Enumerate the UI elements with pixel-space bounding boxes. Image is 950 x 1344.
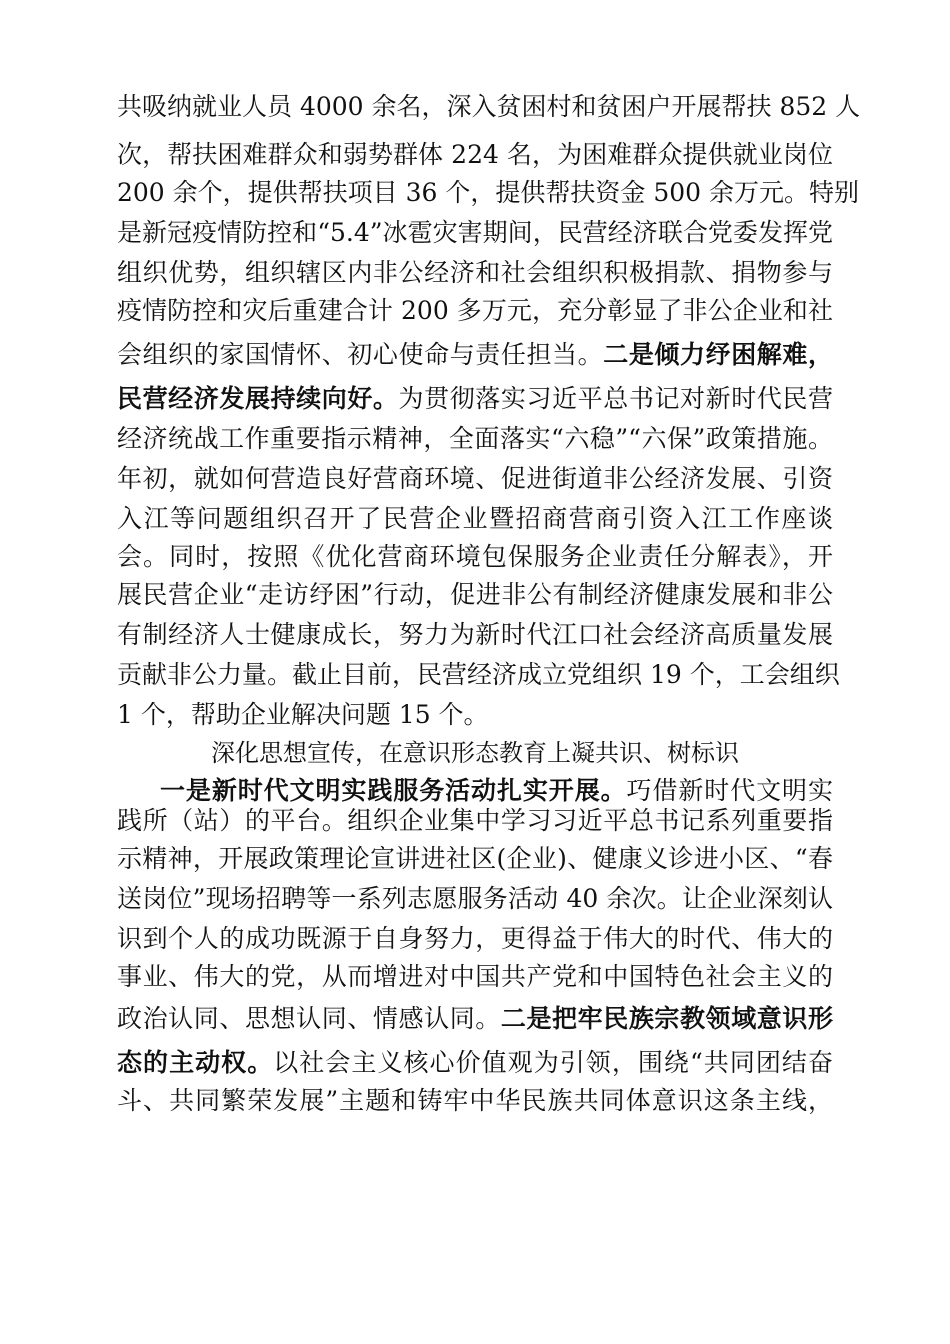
paragraph-2-line-6: 事业、伟大的党，从而增进对中国共产党和中国特色社会主义的 bbox=[117, 962, 833, 991]
paragraph-2-line-7-text: 政治认同、思想认同、情感认同。 bbox=[117, 1004, 501, 1033]
section-heading: 深化思想宣传，在意识形态教育上凝共识、树标识 bbox=[211, 739, 739, 767]
paragraph-1-line-2: 次，帮扶困难群众和弱势群体 224 名，为困难群众提供就业岗位 bbox=[117, 140, 833, 169]
paragraph-1-line-7-text: 会组织的家国情怀、初心使命与责任担当。 bbox=[117, 340, 604, 369]
paragraph-1-line-1: 共吸纳就业人员 4000 余名，深入贫困村和贫困户开展帮扶 852 人 bbox=[117, 92, 861, 121]
paragraph-2-line-8 bbox=[117, 1048, 833, 1078]
point-two-b-heading-end: 态的主动权。 bbox=[117, 1048, 274, 1077]
paragraph-2-line-7 bbox=[117, 1004, 833, 1034]
paragraph-1-line-8-text: 为贯彻落实习近平总书记对新时代民营 bbox=[398, 384, 833, 413]
paragraph-2-line-3: 示精神，开展政策理论宣讲进社区(企业)、健康义诊进小区、“春 bbox=[117, 844, 833, 873]
point-two-heading-start: 二是倾力纾困解难， bbox=[603, 340, 833, 369]
paragraph-2-line-4: 送岗位”现场招聘等一系列志愿服务活动 40 余次。让企业深刻认 bbox=[117, 884, 833, 913]
paragraph-1-line-7 bbox=[117, 340, 833, 370]
paragraph-2-line-9: 斗、共同繁荣发展”主题和铸牢中华民族共同体意识这条主线， bbox=[117, 1086, 833, 1115]
point-two-b-heading-start: 二是把牢民族宗教领域意识形 bbox=[500, 1004, 833, 1033]
point-two-heading-end: 民营经济发展持续向好。 bbox=[117, 384, 399, 413]
paragraph-1-line-11: 入江等问题组织召开了民营企业暨招商营商引资入江工作座谈 bbox=[117, 504, 833, 533]
paragraph-1-line-6: 疫情防控和灾后重建合计 200 多万元，充分彰显了非公企业和社 bbox=[117, 296, 833, 325]
paragraph-1-line-10: 年初，就如何营造良好营商环境、促进街道非公经济发展、引资 bbox=[117, 464, 833, 493]
paragraph-2-line-8-text: 以社会主义核心价值观为引领，围绕“共同团结奋 bbox=[273, 1048, 833, 1077]
paragraph-1-line-3: 200 余个，提供帮扶项目 36 个，提供帮扶资金 500 余万元。特别 bbox=[117, 178, 859, 207]
paragraph-1-line-12: 会。同时，按照《优化营商环境包保服务企业责任分解表》，开 bbox=[117, 542, 833, 571]
paragraph-2-line-1 bbox=[160, 776, 833, 806]
paragraph-1-line-14: 有制经济人士健康成长，努力为新时代江口社会经济高质量发展 bbox=[117, 620, 833, 649]
paragraph-1-line-4: 是新冠疫情防控和“5.4”冰雹灾害期间，民营经济联合党委发挥党 bbox=[117, 218, 833, 247]
point-one-heading: 一是新时代文明实践服务活动扎实开展。 bbox=[160, 776, 627, 805]
paragraph-1-line-8 bbox=[117, 384, 833, 414]
paragraph-1-line-9: 经济统战工作重要指示精神，全面落实“六稳”“六保”政策措施。 bbox=[117, 424, 833, 453]
paragraph-1-line-16: 1 个，帮助企业解决问题 15 个。 bbox=[117, 700, 489, 729]
paragraph-1-line-13: 展民营企业“走访纾困”行动，促进非公有制经济健康发展和非公 bbox=[117, 580, 833, 609]
paragraph-2-line-5: 识到个人的成功既源于自身努力，更得益于伟大的时代、伟大的 bbox=[117, 924, 833, 953]
paragraph-1-line-15: 贡献非公力量。截止目前，民营经济成立党组织 19 个，工会组织 bbox=[117, 660, 840, 689]
paragraph-2-line-2: 践所（站）的平台。组织企业集中学习习近平总书记系列重要指 bbox=[117, 806, 833, 835]
paragraph-2-line-1-text: 巧借新时代文明实 bbox=[626, 776, 833, 805]
paragraph-1-line-5: 组织优势，组织辖区内非公经济和社会组织积极捐款、捐物参与 bbox=[117, 258, 833, 287]
